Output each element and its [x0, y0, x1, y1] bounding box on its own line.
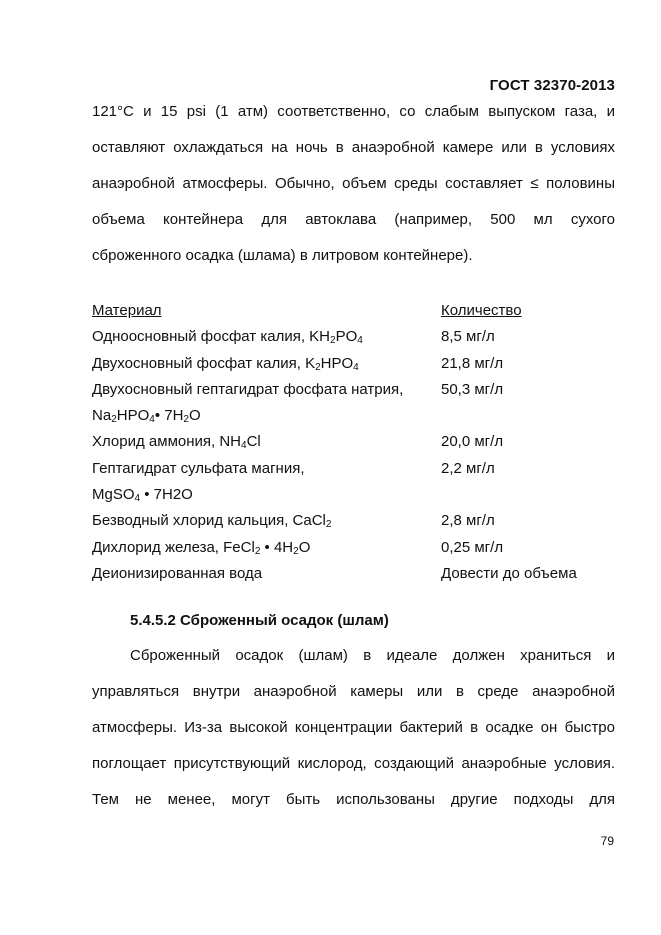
table-row [92, 508, 622, 534]
paragraph-line: 121°C и 15 psi (1 атм) соответственно, со слабым выпуском газа, и [92, 103, 615, 120]
table-row [92, 324, 622, 350]
section-heading: 5.4.5.2 Сброженный осадок (шлам) [130, 612, 389, 629]
material-name: Деионизированная вода [92, 564, 263, 582]
table-row [92, 429, 622, 455]
page-number: 79 [600, 834, 614, 848]
paragraph-line: Сброженный осадок (шлам) в идеале должен храниться и [130, 647, 615, 664]
material-quantity: 50,3 мг/л [441, 380, 504, 398]
paragraph-line: сброженного осадка (шлама) в литровом контейнере). [92, 247, 473, 264]
material-quantity: Довести до объема [441, 564, 577, 582]
paragraph-line: объема контейнера для автоклава (например, 500 мл сухого [92, 211, 615, 228]
paragraph-line: поглощает присутствующий кислород, создающий анаэробные условия. [92, 755, 615, 772]
materials-table [92, 298, 622, 587]
paragraph-line: управляться внутри анаэробной камеры или в среде анаэробной [92, 683, 615, 700]
material-name: MgSO$_4$ • 7H2O [92, 486, 193, 505]
paragraph-line: анаэробной атмосферы. Обычно, объем среды составляет ≤ половины [92, 175, 615, 192]
material-quantity: 21,8 мг/л [441, 354, 504, 372]
standard-header: ГОСТ 32370-2013 [489, 77, 615, 94]
table-header-row [92, 298, 622, 324]
paragraph-line: оставляют охлаждаться на ночь в анаэробной камере или в условиях [92, 139, 615, 156]
table-row [92, 403, 622, 429]
table-row [92, 377, 622, 403]
table-row [92, 535, 622, 561]
material-name: $Na_2HPO_4•$ $7H_2O$ [92, 407, 201, 426]
material-quantity: 2,2 мг/л [441, 459, 495, 477]
column-header-material: Материал [92, 302, 162, 319]
material-quantity: 20,0 мг/л [441, 433, 504, 451]
table-row [92, 482, 622, 508]
table-row [92, 561, 622, 587]
material-quantity: 2,8 мг/л [441, 512, 495, 530]
column-header-quantity: Количество [441, 302, 522, 319]
material-name: Одноосновный фосфат калия, $KH_2PO_4$ [92, 328, 363, 347]
paragraph-line: атмосферы. Из-за высокой концентрации бактерий в осадке он быстро [92, 719, 615, 736]
material-name: Гептагидрат сульфата магния, [92, 459, 305, 477]
material-name: Двухосновный фосфат калия, $K_2HPO_4$ [92, 354, 359, 373]
table-row [92, 456, 622, 482]
material-name: Хлорид аммония, $NH_4Cl$ [92, 433, 261, 452]
material-name: Дихлорид железа, FeCl$_2$ • $4H_2O$ [92, 538, 311, 557]
section-paragraph [92, 638, 615, 818]
material-name: Двухосновный гептагидрат фосфата натрия, [92, 380, 404, 398]
material-name: Безводный хлорид кальция, CaCl$_2$ [92, 512, 332, 531]
intro-paragraph [92, 94, 615, 274]
table-row [92, 351, 622, 377]
material-quantity: 8,5 мг/л [441, 328, 495, 346]
paragraph-line: Тем не менее, могут быть использованы другие подходы для [92, 791, 615, 808]
material-quantity: 0,25 мг/л [441, 538, 504, 556]
